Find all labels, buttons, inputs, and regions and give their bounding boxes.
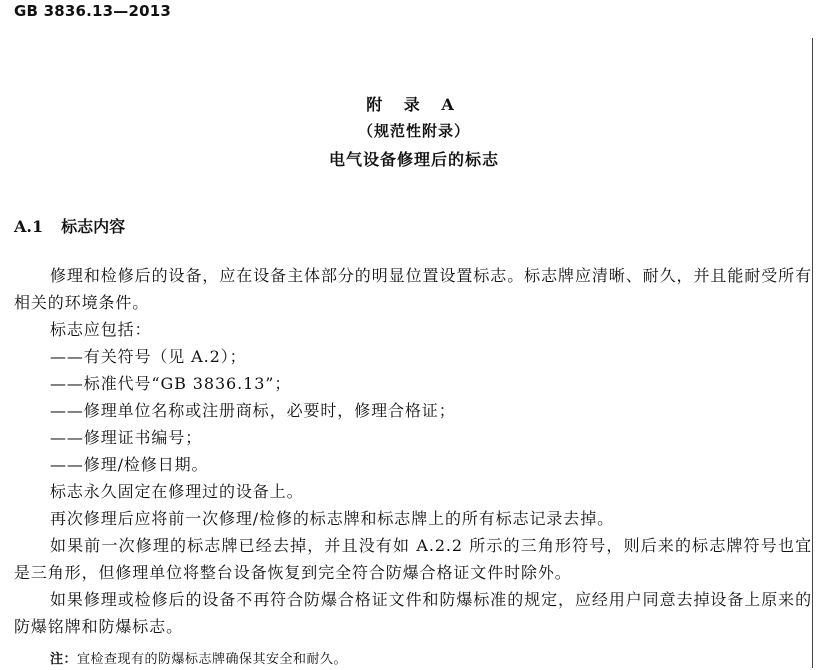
paragraph-noncompliant: 如果修理或检修后的设备不再符合防爆合格证文件和防爆标准的规定，应经用户同意去掉设备上原来的防爆铭牌和防爆标志。	[14, 590, 812, 636]
standard-code-header	[14, 2, 171, 20]
section-title: 标志内容	[61, 217, 126, 236]
standard-code: GB 3836.13—2013	[14, 2, 172, 20]
list-item: ——修理证书编号；	[50, 428, 203, 447]
note-label: 注：	[50, 652, 78, 667]
note-text: 宜检查现有的防爆标志牌确保其安全和耐久。	[77, 652, 348, 667]
list-item: ——修理单位名称或注册商标，必要时，修理合格证；	[50, 401, 456, 420]
paragraph-marking-includes: 标志应包括：	[50, 320, 152, 339]
paragraph-permanent-fix: 标志永久固定在修理过的设备上。	[50, 482, 304, 501]
section-number: A.1	[14, 217, 44, 236]
annex-name: 电气设备修理后的标志	[328, 150, 499, 169]
list-item: ——标准代号“GB 3836.13”；	[50, 374, 292, 393]
section-body	[14, 262, 812, 640]
annex-subtitle: （规范性附录）	[357, 122, 470, 140]
note	[50, 648, 347, 667]
list-item: ——有关符号（见 A.2）；	[50, 347, 247, 366]
section-heading	[14, 214, 125, 237]
paragraph-triangle-symbol: 如果前一次修理的标志牌已经去掉，并且没有如 A.2.2 所示的三角形符号，则后来的标志牌符号也宜是三角形，但修理单位将整台设备恢复到完全符合防爆合格证文件时除外。	[14, 536, 812, 582]
paragraph-marking-location: 修理和检修后的设备，应在设备主体部分的明显位置设置标志。标志牌应清晰、耐久，并且能耐受所有相关的环境条件。	[14, 266, 812, 312]
list-item: ——修理/检修日期。	[50, 455, 209, 474]
paragraph-remove-previous: 再次修理后应将前一次修理/检修的标志牌和标志牌上的所有标志记录去掉。	[50, 509, 614, 528]
annex-title: 附 录 A	[366, 95, 462, 114]
